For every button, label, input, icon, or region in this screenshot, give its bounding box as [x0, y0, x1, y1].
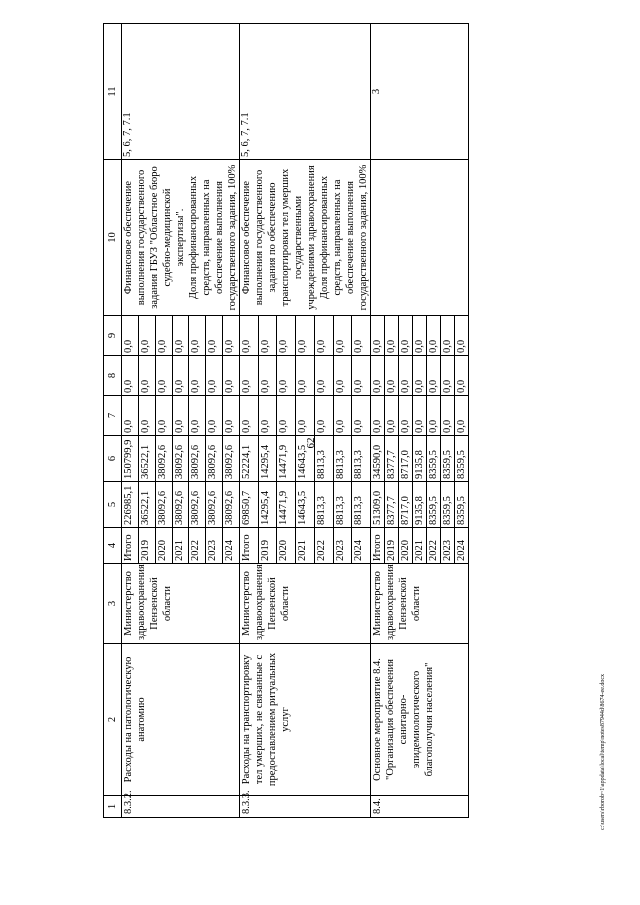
- regional-budget-cell: 14643,5: [296, 436, 315, 482]
- local-budget-cell: 0,0: [455, 356, 469, 396]
- other-sources-cell: 0,0: [258, 316, 277, 356]
- total-amount-cell: 8377,7: [385, 482, 399, 528]
- federal-budget-cell: 0,0: [371, 396, 385, 436]
- other-sources-cell: 0,0: [427, 316, 441, 356]
- period-cell: 2021: [172, 528, 189, 564]
- total-amount-cell: 8813,3: [314, 482, 333, 528]
- section-total-row: [371, 24, 385, 818]
- federal-budget-cell: 0,0: [385, 396, 399, 436]
- rotated-table-container: [103, 24, 507, 818]
- other-sources-cell: 0,0: [314, 316, 333, 356]
- period-cell: 2024: [352, 528, 371, 564]
- period-cell: 2023: [206, 528, 223, 564]
- regional-budget-cell: 8359,5: [441, 436, 455, 482]
- local-budget-cell: 0,0: [399, 356, 413, 396]
- period-cell: 2019: [385, 528, 399, 564]
- regional-budget-cell: 38092,6: [206, 436, 223, 482]
- regional-budget-cell: 52224,1: [240, 436, 259, 482]
- indicator-cell: [122, 160, 240, 316]
- regional-budget-cell: 8813,3: [333, 436, 352, 482]
- period-cell: 2023: [441, 528, 455, 564]
- regional-budget-cell: 8359,5: [455, 436, 469, 482]
- local-budget-cell: 0,0: [138, 356, 155, 396]
- total-amount-cell: 38092,6: [172, 482, 189, 528]
- federal-budget-cell: 0,0: [172, 396, 189, 436]
- federal-budget-cell: 0,0: [258, 396, 277, 436]
- total-amount-cell: 8359,5: [427, 482, 441, 528]
- page-number: 62: [305, 437, 317, 449]
- section-code: 8.3.2.: [122, 796, 240, 818]
- period-cell: 2019: [258, 528, 277, 564]
- federal-budget-cell: 0,0: [277, 396, 296, 436]
- federal-budget-cell: 0,0: [155, 396, 172, 436]
- local-budget-cell: 0,0: [206, 356, 223, 396]
- regional-budget-cell: 38092,6: [189, 436, 206, 482]
- regional-budget-cell: 34590,0: [371, 436, 385, 482]
- other-sources-cell: 0,0: [371, 316, 385, 356]
- section-name: Расходы на патологическую анатомию: [122, 644, 240, 796]
- executor: Министерство здравоохранения Пензенской области: [122, 564, 240, 644]
- local-budget-cell: 0,0: [385, 356, 399, 396]
- indicator-measure: Доля профинансированных средств, направленных на обеспечение выполнения государственного задания, 100%: [188, 164, 238, 311]
- other-sources-cell: 0,0: [352, 316, 371, 356]
- other-sources-cell: 0,0: [441, 316, 455, 356]
- federal-budget-cell: 0,0: [413, 396, 427, 436]
- period-cell: 2022: [189, 528, 206, 564]
- federal-budget-cell: 0,0: [189, 396, 206, 436]
- local-budget-cell: 0,0: [155, 356, 172, 396]
- local-budget-cell: 0,0: [223, 356, 240, 396]
- federal-budget-cell: 0,0: [314, 396, 333, 436]
- regional-budget-cell: 8813,3: [314, 436, 333, 482]
- federal-budget-cell: 0,0: [122, 396, 139, 436]
- total-amount-cell: 9135,8: [413, 482, 427, 528]
- indicator-description: Финансовое обеспечение выполнения государственного задания ГБУЗ "Областное бюро судебно-медицинской экспертизы".: [123, 166, 186, 309]
- column-number: 9: [104, 316, 122, 356]
- section-code: 8.3.3.: [240, 796, 371, 818]
- period-cell: 2024: [455, 528, 469, 564]
- local-budget-cell: 0,0: [122, 356, 139, 396]
- indicator-cell: [240, 160, 371, 316]
- column-number: 7: [104, 396, 122, 436]
- regional-budget-cell: 36522,1: [138, 436, 155, 482]
- other-sources-cell: 0,0: [385, 316, 399, 356]
- section-code: 8.4.: [371, 796, 469, 818]
- federal-budget-cell: 0,0: [352, 396, 371, 436]
- local-budget-cell: 0,0: [427, 356, 441, 396]
- column-number: 2: [104, 644, 122, 796]
- column-number: 8: [104, 356, 122, 396]
- total-amount-cell: 8359,5: [441, 482, 455, 528]
- footer-file-path: c:\users\rborob~1\appdata\local\temp\notes87944d\8674-ee.docx: [600, 673, 606, 830]
- column-number: 3: [104, 564, 122, 644]
- period-cell: 2019: [138, 528, 155, 564]
- regional-budget-cell: 8813,3: [352, 436, 371, 482]
- federal-budget-cell: 0,0: [296, 396, 315, 436]
- total-amount-cell: 8813,3: [333, 482, 352, 528]
- regional-budget-cell: 8377,7: [385, 436, 399, 482]
- period-cell: 2020: [155, 528, 172, 564]
- indicator-cell: [371, 160, 469, 316]
- local-budget-cell: 0,0: [314, 356, 333, 396]
- indicator-measure: Доля профинансированных средств, направленных на обеспечение выполнения государственного задания, 100%: [319, 164, 369, 311]
- period-cell: Итого: [371, 528, 385, 564]
- other-sources-cell: 0,0: [155, 316, 172, 356]
- other-sources-cell: 0,0: [223, 316, 240, 356]
- federal-budget-cell: 0,0: [399, 396, 413, 436]
- column-number: 6: [104, 436, 122, 482]
- period-cell: 2021: [413, 528, 427, 564]
- period-cell: 2022: [314, 528, 333, 564]
- section-name: Расходы на транспортировку тел умерших, не связанные с предоставлением ритуальных услуг: [240, 644, 371, 796]
- column-number-row: [104, 24, 122, 818]
- other-sources-cell: 0,0: [122, 316, 139, 356]
- local-budget-cell: 0,0: [172, 356, 189, 396]
- total-amount-cell: 14295,4: [258, 482, 277, 528]
- section-name: Основное мероприятие 8.4. "Организация обеспечения санитарно-эпидемиологического благополучия населения": [371, 644, 469, 796]
- local-budget-cell: 0,0: [277, 356, 296, 396]
- federal-budget-cell: 0,0: [240, 396, 259, 436]
- federal-budget-cell: 0,0: [455, 396, 469, 436]
- local-budget-cell: 0,0: [441, 356, 455, 396]
- total-amount-cell: 14471,9: [277, 482, 296, 528]
- local-budget-cell: 0,0: [371, 356, 385, 396]
- total-amount-cell: 36522,1: [138, 482, 155, 528]
- period-cell: 2020: [277, 528, 296, 564]
- federal-budget-cell: 0,0: [206, 396, 223, 436]
- period-cell: 2021: [296, 528, 315, 564]
- period-cell: Итого: [122, 528, 139, 564]
- other-sources-cell: 0,0: [296, 316, 315, 356]
- federal-budget-cell: 0,0: [427, 396, 441, 436]
- regional-budget-cell: 14295,4: [258, 436, 277, 482]
- period-cell: 2022: [427, 528, 441, 564]
- total-amount-cell: 51309,0: [371, 482, 385, 528]
- regional-budget-cell: 8717,0: [399, 436, 413, 482]
- regional-budget-cell: 38092,6: [223, 436, 240, 482]
- other-sources-cell: 0,0: [413, 316, 427, 356]
- total-amount-cell: 226985,1: [122, 482, 139, 528]
- target-indicator-link: 5, 6, 7, 7.1: [240, 24, 371, 160]
- regional-budget-cell: 150799,9: [122, 436, 139, 482]
- section-total-row: [240, 24, 259, 818]
- target-indicator-link: 3: [371, 24, 469, 160]
- other-sources-cell: 0,0: [333, 316, 352, 356]
- other-sources-cell: 0,0: [206, 316, 223, 356]
- period-cell: 2020: [399, 528, 413, 564]
- regional-budget-cell: 9135,8: [413, 436, 427, 482]
- total-amount-cell: 8813,3: [352, 482, 371, 528]
- target-indicator-link: 5, 6, 7, 7.1: [122, 24, 240, 160]
- local-budget-cell: 0,0: [189, 356, 206, 396]
- section-total-row: [122, 24, 139, 818]
- total-amount-cell: 38092,6: [155, 482, 172, 528]
- other-sources-cell: 0,0: [172, 316, 189, 356]
- total-amount-cell: 14643,5: [296, 482, 315, 528]
- regional-budget-cell: 38092,6: [155, 436, 172, 482]
- total-amount-cell: 38092,6: [223, 482, 240, 528]
- period-cell: 2024: [223, 528, 240, 564]
- period-cell: Итого: [240, 528, 259, 564]
- financing-table: [103, 23, 469, 818]
- total-amount-cell: 69850,7: [240, 482, 259, 528]
- total-amount-cell: 8717,0: [399, 482, 413, 528]
- total-amount-cell: 8359,5: [455, 482, 469, 528]
- local-budget-cell: 0,0: [352, 356, 371, 396]
- indicator-description: Финансовое обеспечение выполнения государственного задания по обеспечению транспортировки тел умерших государственными учреждениями здравоохранения: [241, 165, 317, 310]
- column-number: 11: [104, 24, 122, 160]
- other-sources-cell: 0,0: [277, 316, 296, 356]
- local-budget-cell: 0,0: [413, 356, 427, 396]
- column-number: 10: [104, 160, 122, 316]
- other-sources-cell: 0,0: [138, 316, 155, 356]
- other-sources-cell: 0,0: [189, 316, 206, 356]
- total-amount-cell: 38092,6: [206, 482, 223, 528]
- local-budget-cell: 0,0: [240, 356, 259, 396]
- federal-budget-cell: 0,0: [441, 396, 455, 436]
- local-budget-cell: 0,0: [258, 356, 277, 396]
- other-sources-cell: 0,0: [399, 316, 413, 356]
- column-number: 1: [104, 796, 122, 818]
- executor: Министерство здравоохранения Пензенской области: [371, 564, 469, 644]
- table-body: [122, 24, 469, 818]
- executor: Министерство здравоохранения Пензенской области: [240, 564, 371, 644]
- other-sources-cell: 0,0: [455, 316, 469, 356]
- local-budget-cell: 0,0: [296, 356, 315, 396]
- regional-budget-cell: 38092,6: [172, 436, 189, 482]
- local-budget-cell: 0,0: [333, 356, 352, 396]
- regional-budget-cell: 8359,5: [427, 436, 441, 482]
- column-number: 4: [104, 528, 122, 564]
- total-amount-cell: 38092,6: [189, 482, 206, 528]
- regional-budget-cell: 14471,9: [277, 436, 296, 482]
- federal-budget-cell: 0,0: [138, 396, 155, 436]
- federal-budget-cell: 0,0: [333, 396, 352, 436]
- other-sources-cell: 0,0: [240, 316, 259, 356]
- period-cell: 2023: [333, 528, 352, 564]
- column-number: 5: [104, 482, 122, 528]
- federal-budget-cell: 0,0: [223, 396, 240, 436]
